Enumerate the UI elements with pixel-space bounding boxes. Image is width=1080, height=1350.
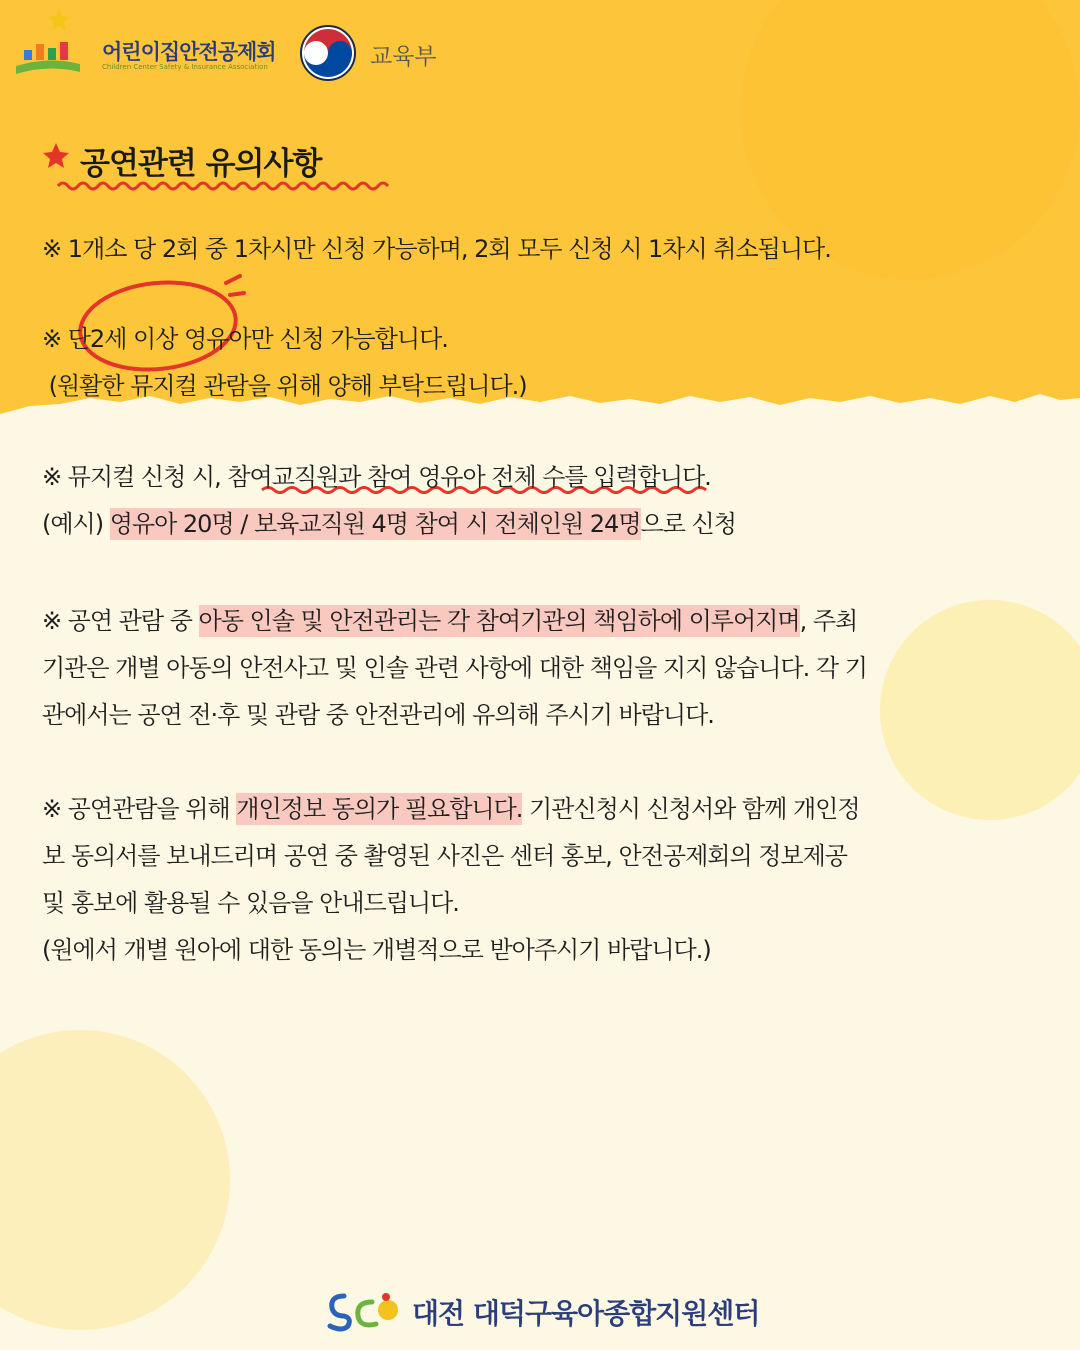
- notice-1: [42, 226, 1047, 273]
- title-block: [42, 138, 422, 194]
- footer: [326, 1286, 806, 1336]
- org-logo-icon: [14, 6, 82, 80]
- notice-3-example-label: (예시): [42, 510, 110, 538]
- notice-4-line-3: 관에서는 공연 전·후 및 관람 중 안전관리에 유의해 주시기 바랍니다.: [42, 701, 714, 729]
- notice-5-highlight: 개인정보 동의가 필요합니다.: [236, 795, 523, 823]
- star-icon: [42, 142, 70, 170]
- org-subtitle: Children Center Safety & Insurance Association: [102, 63, 268, 71]
- taegeuk-logo-icon: [299, 24, 357, 82]
- notice-5-text-a: ※ 공연관람을 위해: [42, 795, 237, 823]
- notice-4-text-c: , 주최: [799, 607, 858, 635]
- notice-5: [42, 786, 1047, 974]
- notice-5-line-3: 및 홍보에 활용될 수 있음을 안내드립니다.: [42, 889, 459, 917]
- title-squiggle: [56, 178, 396, 194]
- notice-3-line-2: [42, 501, 1047, 548]
- notice-3-text-a: ※ 뮤지컬 신청 시,: [42, 463, 228, 491]
- notice-3-example-end: 으로 신청: [640, 510, 736, 538]
- notice-3: [42, 454, 1047, 548]
- notice-4-highlight: 아동 인솔 및 안전관리는 각 참여기관의 책임하에 이루어지며: [198, 607, 800, 635]
- center-logo-icon: [326, 1288, 406, 1332]
- notice-2-line-1: ※ 단2세 이상 영유아만 신청 가능합니다.: [42, 325, 448, 353]
- center-name: 대전 대덕구육아종합지원센터: [412, 1297, 760, 1330]
- notice-5-line-2: 보 동의서를 보내드리며 공연 중 촬영된 사진은 센터 홍보, 안전공제회의 정보제공: [42, 842, 847, 870]
- notice-4: [42, 598, 1047, 739]
- notice-2-line-2: (원활한 뮤지컬 관람을 위해 양해 부탁드립니다.): [42, 372, 527, 400]
- notice-1-line: ※ 1개소 당 2회 중 1차시만 신청 가능하며, 2회 모두 신청 시 1차시 취소됩니다.: [42, 235, 831, 263]
- notice-4-line-2: 기관은 개별 아동의 안전사고 및 인솔 관련 사항에 대한 책임을 지지 않습니다. 각 기: [42, 654, 867, 682]
- page-title: 공연관련 유의사항: [80, 146, 322, 182]
- notice-4-line-1: [42, 598, 1047, 645]
- gov-name: 교육부: [370, 44, 437, 70]
- notice-5-line-4: (원에서 개별 원아에 대한 동의는 개별적으로 받아주시기 바랍니다.): [42, 936, 711, 964]
- org-name: 어린이집안전공제회: [102, 40, 276, 64]
- notice-3-underlined: 참여교직원과 참여 영유아 전체 수를: [227, 463, 594, 491]
- notice-5-line-1: [42, 786, 1047, 833]
- notice-3-line-1: [42, 454, 1047, 501]
- notice-5-text-c: 기관신청시 신청서와 함께 개인정: [522, 795, 860, 823]
- notice-3-text-c: 입력합니다.: [593, 463, 711, 491]
- notice-2: [42, 316, 1047, 410]
- notice-3-highlight: 영유아 20명 / 보육교직원 4명 참여 시 전체인원 24명: [109, 510, 641, 538]
- header: [14, 6, 614, 86]
- notice-4-text-a: ※ 공연 관람 중: [42, 607, 199, 635]
